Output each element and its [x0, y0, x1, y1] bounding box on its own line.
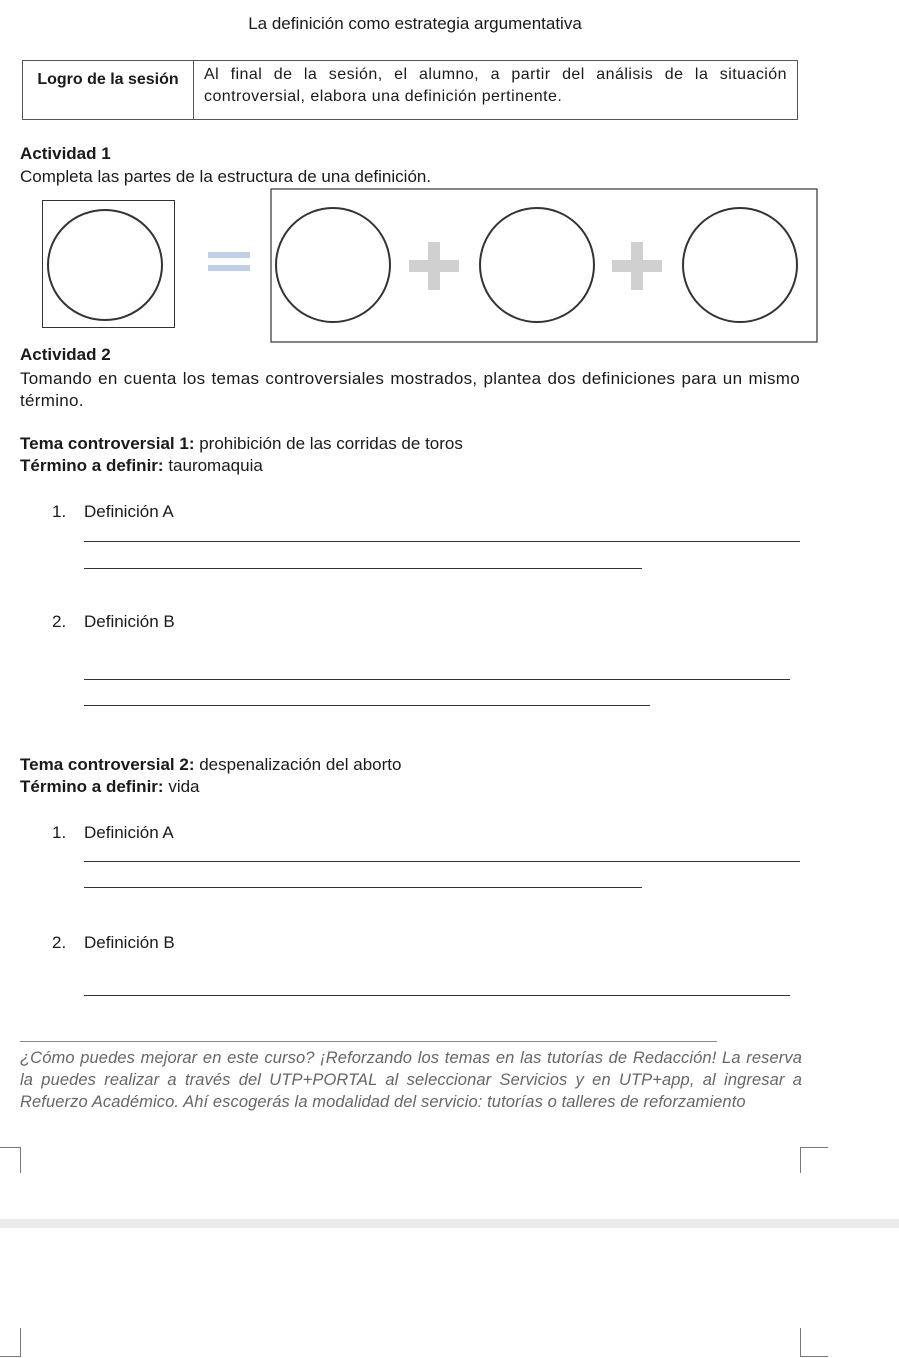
termino-1: [20, 456, 263, 476]
termino-label: Término a definir:: [20, 456, 164, 475]
part-circle-2: [480, 208, 594, 322]
answer-line[interactable]: [84, 568, 642, 569]
tema-1: [20, 434, 463, 454]
page-title: La definición como estrategia argumentativa: [248, 14, 582, 33]
tema-label: Tema controversial 1:: [20, 434, 195, 453]
plus-icon: [409, 242, 459, 290]
termino-value: vida: [168, 777, 200, 796]
actividad2-heading: Actividad 2: [20, 345, 111, 364]
logro-label: Logro de la sesión: [23, 61, 194, 120]
footer-separator: [20, 1041, 717, 1042]
list-item-number: 1.: [52, 823, 67, 842]
definition-a-label: Definición A: [84, 502, 174, 521]
definition-b-label: Definición B: [84, 612, 175, 631]
termino-value: tauromaquia: [168, 456, 263, 475]
footer-note: ¿Cómo puedes mejorar en este curso? ¡Reforzando los temas en las tutorías de Redacción! La reserva la puedes realizar a través del UTP+PORTAL al seleccionar Servicios y en UTP+app, al ingresar a Refuerzo Académico. Ahí escogerás la modalidad del servicio: tutorías o talleres de reforzamiento: [20, 1049, 802, 1111]
list-item-number: 2.: [52, 933, 67, 952]
answer-line[interactable]: [84, 541, 800, 542]
list-item-number: 1.: [52, 502, 67, 521]
part-circle-3: [683, 208, 797, 322]
page-corner-mark: [800, 1147, 828, 1173]
answer-line[interactable]: [84, 679, 790, 680]
answer-line[interactable]: [84, 705, 650, 706]
page-corner-mark: [0, 1328, 21, 1357]
actividad1-instruction: Completa las partes de la estructura de una definición.: [20, 167, 432, 186]
defined-term-circle: [48, 210, 162, 320]
definition-b-label: Definición B: [84, 933, 175, 952]
answer-line[interactable]: [84, 995, 790, 996]
tema-2: [20, 755, 401, 775]
definition-structure-diagram: [0, 185, 899, 345]
logro-text: Al final de la sesión, el alumno, a partir del análisis de la situación controversial, elabora una definición pertinente.: [194, 61, 798, 120]
page-corner-mark: [0, 1147, 21, 1173]
termino-2: [20, 777, 200, 797]
page-corner-mark: [800, 1328, 828, 1357]
part-circle-1: [276, 208, 390, 322]
page-break: [0, 1219, 899, 1228]
answer-line[interactable]: [84, 887, 642, 888]
answer-line[interactable]: [84, 861, 800, 862]
list-item-number: 2.: [52, 612, 67, 631]
tema-label: Tema controversial 2:: [20, 755, 195, 774]
termino-label: Término a definir:: [20, 777, 164, 796]
actividad1-heading: Actividad 1: [20, 144, 111, 163]
actividad2-instruction: Tomando en cuenta los temas controversiales mostrados, plantea dos definiciones para un mismo término.: [20, 369, 800, 410]
tema-value: despenalización del aborto: [199, 755, 402, 774]
equals-icon: [208, 252, 250, 271]
definition-a-label: Definición A: [84, 823, 174, 842]
tema-value: prohibición de las corridas de toros: [199, 434, 463, 453]
plus-icon: [612, 242, 662, 290]
logro-table: [22, 60, 798, 120]
